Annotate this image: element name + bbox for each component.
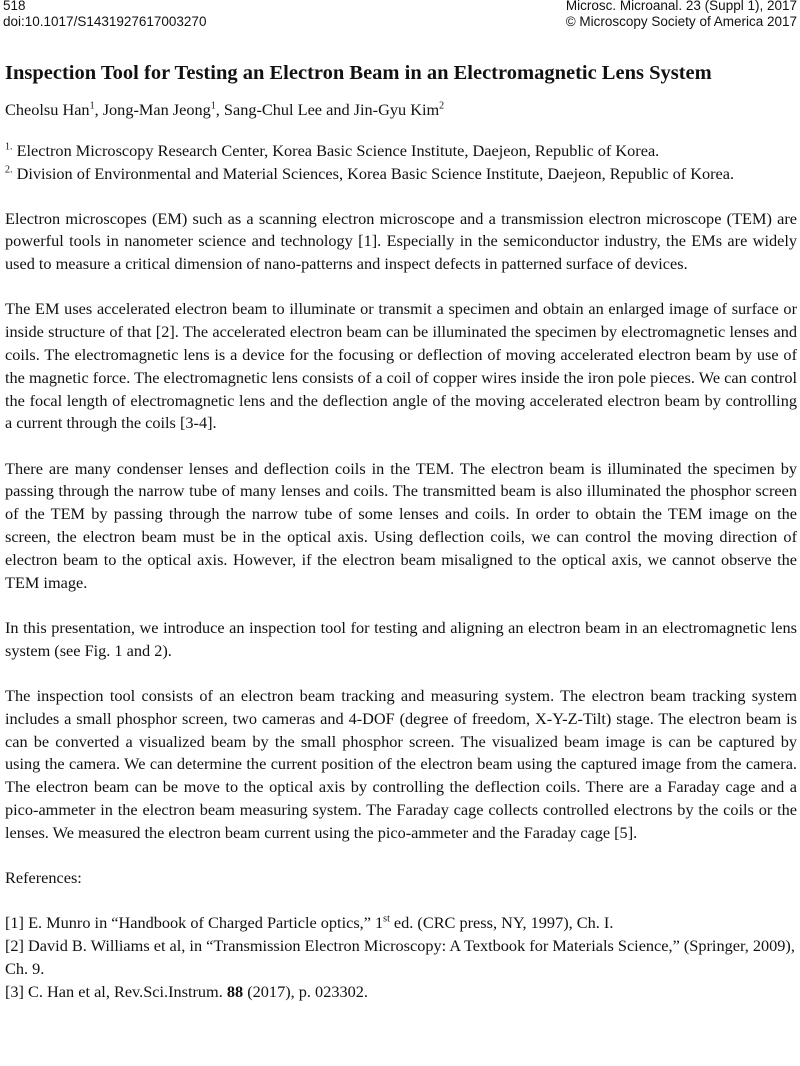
author-separator: , [94,100,103,119]
author-affil-marker: 2 [439,100,445,112]
body-paragraph: The inspection tool consists of an electron beam tracking and measuring system. The electron beam tracking system includes a small phosphor screen, two cameras and 4-DOF (degree of freedom, X-Y-Z-Tilt) stage. The electron beam is can be converted a visualized beam by the small phosphor screen. The visualized beam image is can be captured by using the camera. We can determine the current position of the electron beam using the captured image from the camera. The electron beam can be move to the optical axis by controlling the deflection coils. There are a Faraday cage and a pico-ammeter in the electron beam measuring system. The Faraday cage collects controlled electrons by the coils or the lenses. We measured the electron beam current using the pico-ammeter and the Faraday cage [5]. [5,686,797,842]
reference-text: ed. (CRC press, NY, 1997), Ch. I. [389,913,614,933]
author-affil-marker: 1 [89,100,95,112]
header-right [566,0,797,30]
author-separator: , [215,100,224,119]
affiliation-marker: 1. [5,141,13,153]
article-body [5,60,797,1004]
doi: doi:10.1017/S1431927617003270 [3,14,207,29]
body-paragraph: The EM uses accelerated electron beam to illuminate or transmit a specimen and obtain an enlarged image of surface or inside structure of that [2]. The accelerated electron beam can be illuminated the specimen by electromagnetic lenses and coils. The electromagnetic lens is a device for the focusing or deflection of moving accelerated electron beam by use of the magnetic force. The electromagnetic lens consists of a coil of copper wires inside the iron pole pieces. We can control the focal length of electromagnetic lens and the deflection angle of the moving accelerated electron beam by controlling a current through the coils [3-4]. [5,299,797,433]
reference-item [5,981,797,1004]
page-header [0,0,800,34]
journal-citation: Microsc. Microanal. 23 (Suppl 1), 2017 [565,0,797,13]
body-paragraph: There are many condenser lenses and deflection coils in the TEM. The electron beam is illuminated the specimen by passing through the narrow tube of many lenses and coils. The transmitted beam is also illuminated the phosphor screen of the TEM by passing through the narrow tube of some lenses and coils. In order to obtain the TEM image on the screen, the electron beam must be in the optical axis. Using deflection coils, we can control the moving direction of electron beam to the optical axis. However, if the electron beam misaligned to the optical axis, we cannot observe the TEM image. [5,458,797,592]
affiliation-text: Electron Microscopy Research Center, Korea Basic Science Institute, Daejeon, Republic of Korea. [12,141,660,160]
reference-text: (2017), p. 023302. [243,981,368,1001]
affiliation [5,162,797,185]
reference-author-link[interactable]: E. Munro [28,913,91,933]
ordinal-suffix: st [383,914,390,925]
reference-item: [2] David B. Williams et al, in “Transmission Electron Microscopy: A Textbook for Materials Science,” (Springer, 2009), Ch. 9. [5,936,795,979]
references-section [5,867,797,1003]
reference-text: [3] C. Han et al, Rev.Sci.Instrum. [5,981,227,1001]
affiliation [5,139,797,162]
affiliation-text: Division of Environmental and Material Sciences, Korea Basic Science Institute, Daejeon, Republic of Korea. [12,164,735,183]
author-list [5,100,797,120]
affiliation-marker: 2. [5,164,13,176]
main-text [5,208,797,845]
reference-item [5,912,797,935]
paper-title: Inspection Tool for Testing an Electron Beam in an Electromagnetic Lens System [5,62,712,84]
author-affil-marker: 1 [210,100,216,112]
reference-text: in “Handbook of Charged Particle optics,” 1 [90,913,384,933]
header-left [3,0,206,30]
references-heading: References: [5,868,82,888]
page-number: 518 [3,0,26,13]
reference-number: [1] [5,913,29,933]
reference-volume: 88 [226,981,244,1001]
copyright: © Microscopy Society of America 2017 [565,14,797,29]
author-name: Cheolsu Han [5,100,90,119]
author-name: Jong-Man Jeong [102,100,211,119]
body-paragraph: Electron microscopes (EM) such as a scanning electron microscope and a transmission electron microscope (TEM) are powerful tools in nanometer science and technology [1]. Especially in the semiconductor industry, the EMs are widely used to measure a critical dimension of nano-patterns and inspect defects in patterned surface of devices. [5,208,797,274]
author-name: Sang-Chul Lee and Jin-Gyu Kim [223,100,440,119]
body-paragraph: In this presentation, we introduce an inspection tool for testing and aligning an electron beam in an electromagnetic lens system (see Fig. 1 and 2). [5,617,797,660]
affiliations [5,139,797,185]
